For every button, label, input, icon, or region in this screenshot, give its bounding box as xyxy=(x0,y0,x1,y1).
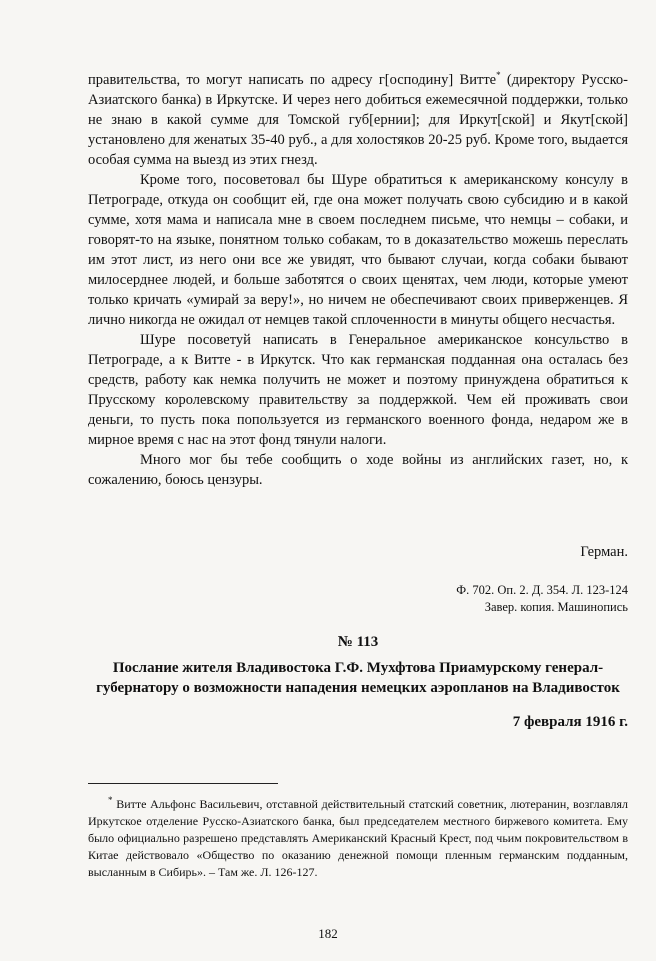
footnote-reference-marker: * xyxy=(496,70,501,81)
document-date: 7 февраля 1916 г. xyxy=(512,714,628,730)
page-number: 182 xyxy=(318,926,338,941)
letter-signature: Герман. xyxy=(580,544,628,560)
document-number: № 113 xyxy=(337,634,379,650)
letter-body xyxy=(88,70,628,490)
paragraph-3: Шуре посоветуй написать в Генеральное американское консульство в Петрограде, а к Витте - в Иркутск. Что как германская подданная она осталась без средств, работу как немка получить не может и поэтому принуждена обратиться к Прусскому королевскому правительству за поддержкой. Чем ей проживать свои деньги, то пусть пока попользуется из германского военного фонда, недаром же в мирное время с нас на этот фонд тянули налоги. xyxy=(88,332,628,448)
archive-citation xyxy=(456,582,628,616)
archive-reference: Ф. 702. Оп. 2. Д. 354. Л. 123-124 xyxy=(456,583,628,597)
footnote-divider xyxy=(88,783,278,784)
paragraph-2: Кроме того, посоветовал бы Шуре обратиться к американскому консулу в Петрограде, откуда он сообщит ей, где она может получать свою субсидию и в какой сумме, хотя мама и написала мне в своем последнем письме, что немцы – собаки, и говорят-то на языке, понятном только собакам, то в доказательство можешь переслать им этот лист, из него они все же увидят, что бывают случаи, когда собаки бывают милосерднее людей, и больше заботятся о своих щенятах, чем люди, которые умеют только кричать «умирай за веру!», но ничем не обеспечивают своих приверженцев. Я лично никогда не ожидал от немцев такой сплоченности в минуты общего несчастья. xyxy=(88,172,628,328)
archive-note: Завер. копия. Машинопись xyxy=(484,600,628,614)
footnote-text: Витте Альфонс Васильевич, отставной действительный статский советник, лютеранин, возглавлял Иркутское отделение Русско-Азиатского банка, был председателем местного биржевого комитета. Ему было официально разрешено представлять Американский Красный Крест, под чьим покровительством в Китае действовало «Общество по оказанию денежной помощи пленным германским подданным, высланным в Сибирь». – Там же. Л. 126-127. xyxy=(88,797,628,879)
paragraph-4: Много мог бы тебе сообщить о ходе войны из английских газет, но, к сожалению, боюсь цензуры. xyxy=(88,452,628,488)
footnote-marker: * xyxy=(108,795,113,805)
footnote xyxy=(88,796,628,881)
paragraph-1: правительства, то могут написать по адресу г[осподину] Витте* (директору Русско-Азиатского банка) в Иркутске. И через него добиться ежемесячной поддержки, только не знаю в какой сумме для Томской губ[ернии]; для Иркут[ской] и Якут[ской] установлено для женатых 35-40 руб., а для холостяков 20-25 руб. Кроме того, выдается особая сумма на выезд из этих гнезд. xyxy=(88,70,628,168)
document-title: Послание жителя Владивостока Г.Ф. Мухфтова Приамурскому генерал-губернатору о возможности нападения немецких аэропланов на Владивосток xyxy=(96,660,620,696)
